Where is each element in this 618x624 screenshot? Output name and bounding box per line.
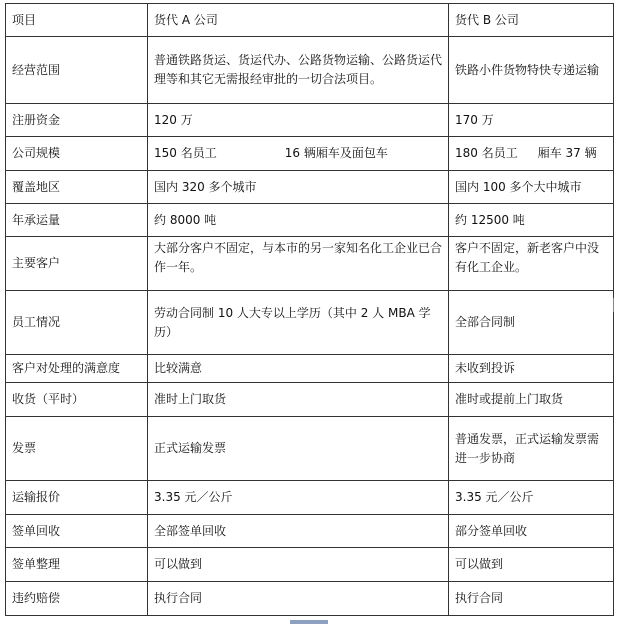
company-a-value: 可以做到 xyxy=(148,548,449,582)
row-label: 客户对处理的满意度 xyxy=(6,355,148,383)
table-row xyxy=(6,481,614,515)
company-b-value: 普通发票，正式运输发票需进一步协商 xyxy=(449,417,614,481)
company-a-value: 普通铁路货运、货运代办、公路货物运输、公路货运代理等和其它无需报经审批的一切合法项目。 xyxy=(148,37,449,104)
table-row xyxy=(6,204,614,237)
table-row xyxy=(6,137,614,171)
table-row xyxy=(6,582,614,616)
company-a-value: 3.35 元／公斤 xyxy=(148,481,449,515)
row-label: 注册资金 xyxy=(6,104,148,137)
company-a-value: 120 万 xyxy=(148,104,449,137)
row-label: 违约赔偿 xyxy=(6,582,148,616)
company-a-value: 约 8000 吨 xyxy=(148,204,449,237)
table-row xyxy=(6,171,614,204)
company-a-value xyxy=(148,137,449,171)
company-b-value: 3.35 元／公斤 xyxy=(449,481,614,515)
company-b-value: 未收到投诉 xyxy=(449,355,614,383)
row-label: 签单回收 xyxy=(6,515,148,548)
header-company-a: 货代 A 公司 xyxy=(148,4,449,37)
table-row xyxy=(6,291,614,355)
page-edge-marker xyxy=(613,298,618,312)
company-b-value: 约 12500 吨 xyxy=(449,204,614,237)
table-row xyxy=(6,355,614,383)
table-row xyxy=(6,237,614,291)
row-label: 经营范围 xyxy=(6,37,148,104)
row-label: 主要客户 xyxy=(6,237,148,291)
company-b-value: 准时或提前上门取货 xyxy=(449,383,614,417)
row-label: 签单整理 xyxy=(6,548,148,582)
header-row xyxy=(6,4,614,37)
company-a-value: 正式运输发票 xyxy=(148,417,449,481)
company-a-value: 国内 320 多个城市 xyxy=(148,171,449,204)
row-label: 收货（平时） xyxy=(6,383,148,417)
company-a-value: 全部签单回收 xyxy=(148,515,449,548)
company-b-staff: 180 名员工 xyxy=(455,146,518,160)
header-item: 项目 xyxy=(6,4,148,37)
table-row xyxy=(6,515,614,548)
company-a-vehicles: 16 辆厢车及面包车 xyxy=(284,146,388,160)
row-label: 公司规模 xyxy=(6,137,148,171)
table-row xyxy=(6,417,614,481)
company-a-value: 劳动合同制 10 人大专以上学历（其中 2 人 MBA 学历） xyxy=(148,291,449,355)
company-b-value: 部分签单回收 xyxy=(449,515,614,548)
table-row xyxy=(6,104,614,137)
company-b-value: 执行合同 xyxy=(449,582,614,616)
company-a-value: 执行合同 xyxy=(148,582,449,616)
company-a-value: 准时上门取货 xyxy=(148,383,449,417)
row-label: 运输报价 xyxy=(6,481,148,515)
company-b-value xyxy=(449,137,614,171)
header-company-b: 货代 B 公司 xyxy=(449,4,614,37)
table-row xyxy=(6,37,614,104)
table-row xyxy=(6,383,614,417)
comparison-table xyxy=(5,3,614,616)
company-a-staff: 150 名员工 xyxy=(154,146,217,160)
company-b-value: 国内 100 多个大中城市 xyxy=(449,171,614,204)
company-b-vehicles: 厢车 37 辆 xyxy=(537,146,597,160)
scroll-indicator xyxy=(290,620,328,624)
company-b-value: 铁路小件货物特快专递运输 xyxy=(449,37,614,104)
row-label: 年承运量 xyxy=(6,204,148,237)
company-b-value: 全部合同制 xyxy=(449,291,614,355)
table-row xyxy=(6,548,614,582)
company-a-value: 比较满意 xyxy=(148,355,449,383)
row-label: 员工情况 xyxy=(6,291,148,355)
company-b-value: 客户不固定，新老客户中没有化工企业。 xyxy=(449,237,614,291)
company-b-value: 可以做到 xyxy=(449,548,614,582)
row-label: 覆盖地区 xyxy=(6,171,148,204)
company-a-value: 大部分客户不固定，与本市的另一家知名化工企业已合作一年。 xyxy=(148,237,449,291)
row-label: 发票 xyxy=(6,417,148,481)
company-b-value: 170 万 xyxy=(449,104,614,137)
